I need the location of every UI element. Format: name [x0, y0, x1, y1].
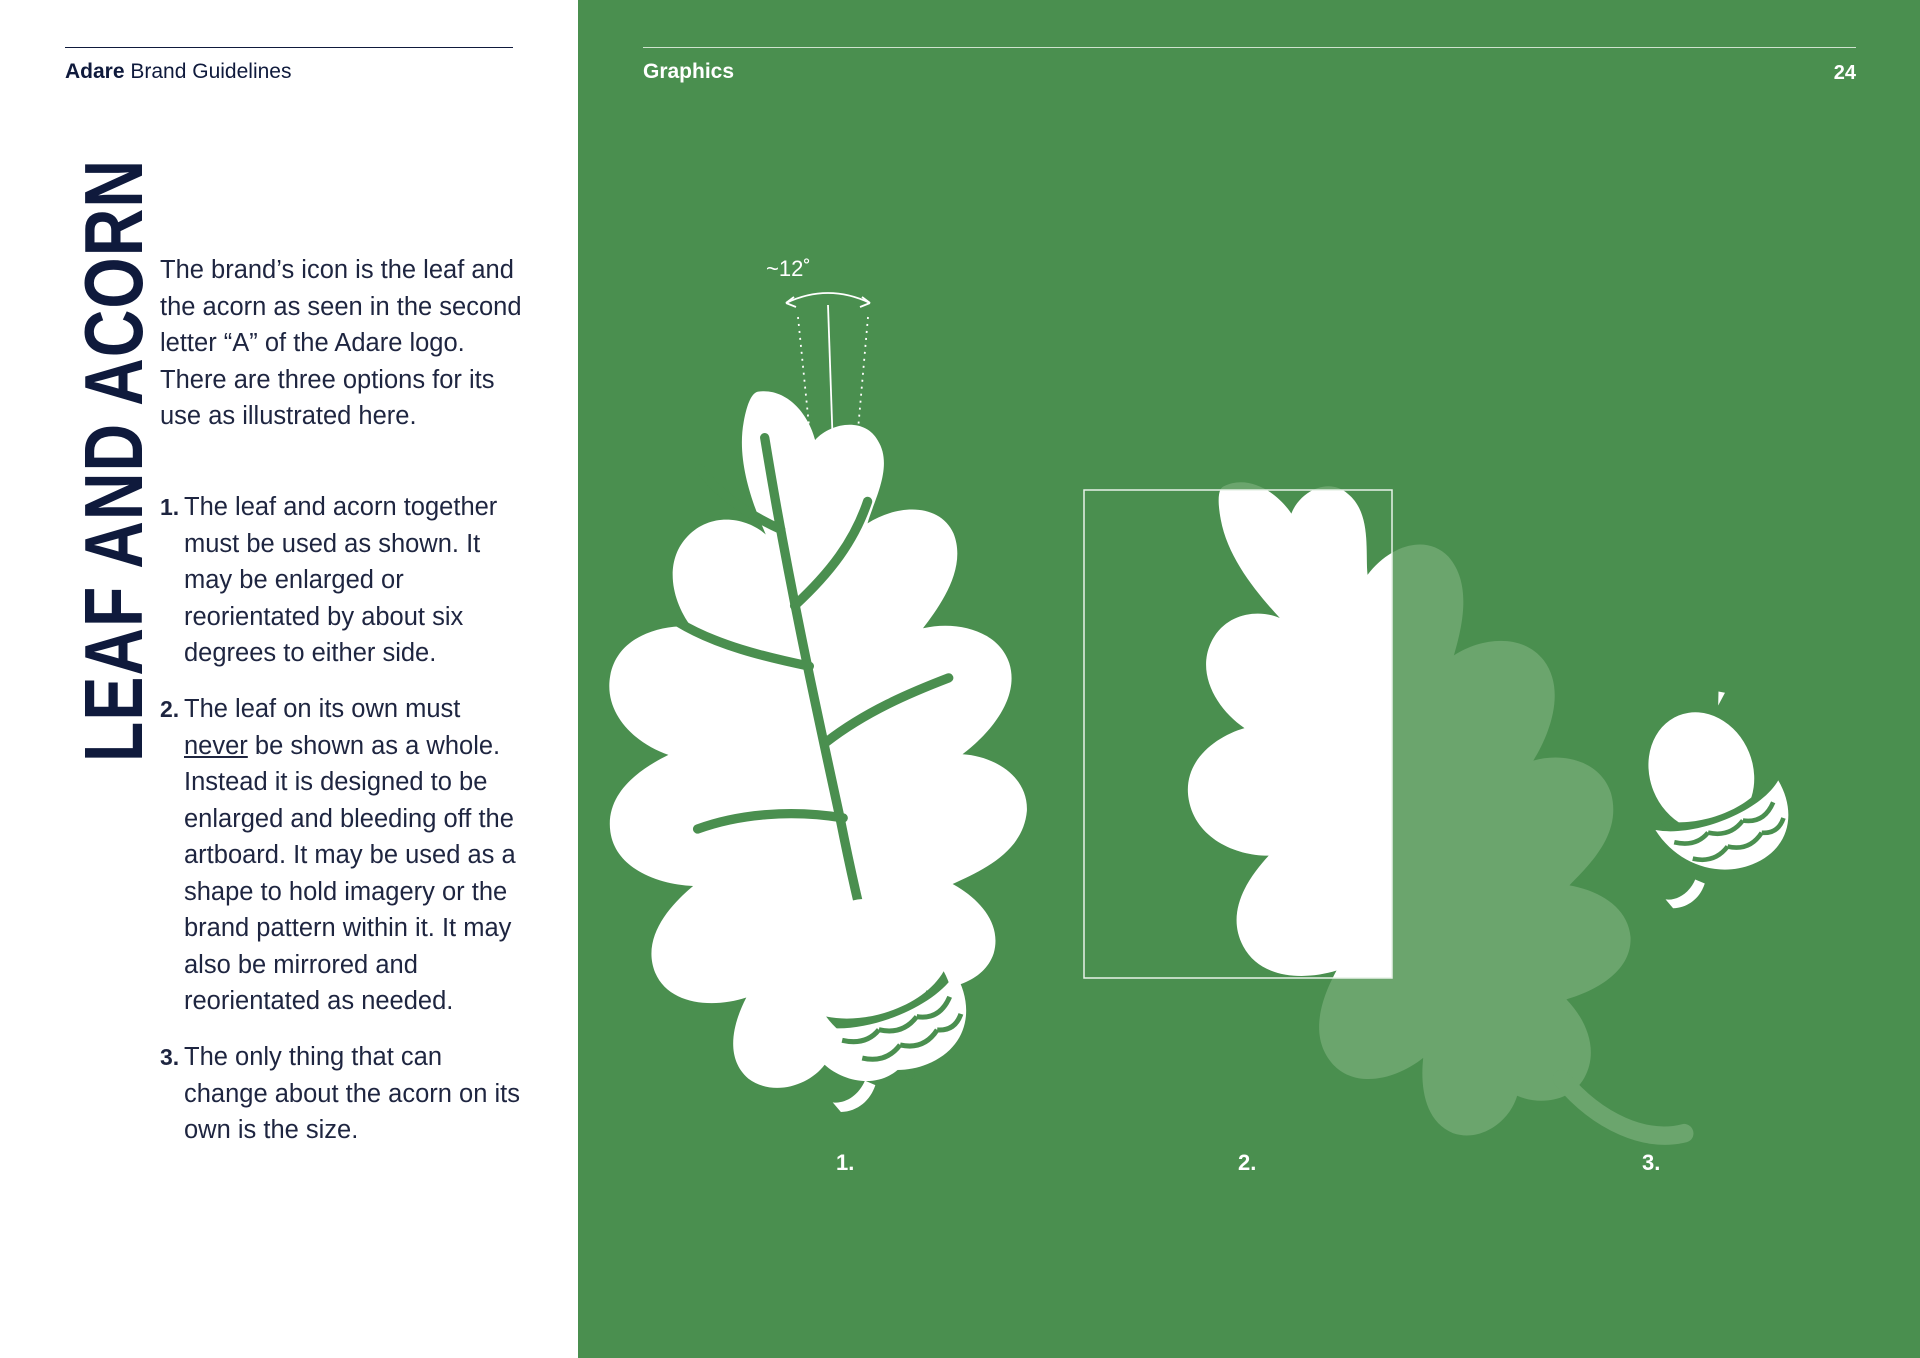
option-label: 3. — [1642, 1150, 1661, 1175]
leaf-and-acorn-icon — [578, 293, 1065, 1116]
item-number: 2. — [160, 696, 180, 722]
section-title: Graphics — [643, 60, 735, 83]
document-title — [65, 60, 291, 84]
list-item — [160, 1039, 530, 1149]
list-item — [160, 489, 530, 672]
document-subtitle: Brand Guidelines — [124, 60, 292, 83]
item-text: The leaf on its own must never be shown as a whole. Instead it is designed to be enlarged and bleeding off the artboard. It may be used as a shape to hold imagery or the brand pattern within it. It may also be mirrored and reorientated as needed. — [184, 695, 516, 1015]
item-text: The only thing that can change about the acorn on its own is the size. — [184, 1043, 520, 1144]
brand-name: Adare — [65, 60, 125, 83]
page-title: LEAF AND ACORN — [67, 158, 160, 762]
option-label: 1. — [836, 1150, 855, 1175]
item-number: 3. — [160, 1044, 180, 1070]
acorn-icon — [1601, 683, 1810, 912]
page-number: 24 — [1833, 62, 1856, 84]
header-rule — [643, 47, 1856, 48]
item-number: 1. — [160, 494, 180, 520]
option-label: 2. — [1238, 1150, 1257, 1175]
item-text: The leaf and acorn together must be used as shown. It may be enlarged or reorientated by about six degrees to either side. — [184, 493, 498, 667]
angle-label: ~12˚ — [766, 256, 811, 281]
emphasis-never: never — [184, 731, 248, 760]
list-item — [160, 691, 530, 1020]
left-panel — [0, 0, 578, 1358]
intro-paragraph: The brand’s icon is the leaf and the acorn as seen in the second letter “A” of the Adare logo. There are three options for its use as illustrated here. — [160, 256, 522, 430]
header-rule — [65, 47, 513, 48]
